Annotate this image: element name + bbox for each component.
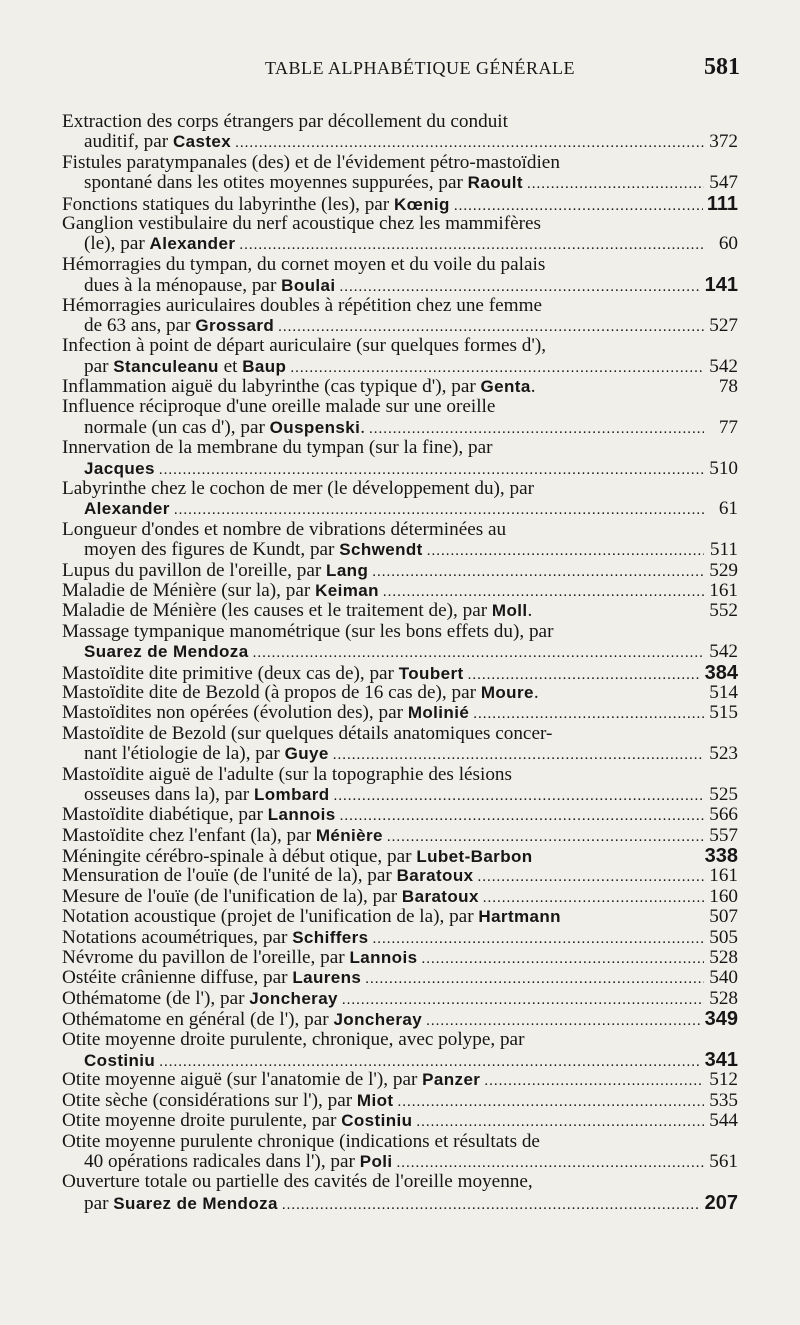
author-name: Lang: [326, 560, 369, 580]
entry-text: Ganglion vestibulaire du nerf acoustique chez les mammifères: [62, 213, 541, 234]
entry-page-number: 523: [709, 744, 738, 765]
entry-page-number: 535: [709, 1090, 738, 1111]
entry-line: [62, 1030, 738, 1050]
entry-line: [62, 214, 738, 234]
entry-line: [62, 377, 738, 397]
entry-line: [62, 153, 738, 173]
entry-text: par: [84, 1192, 114, 1214]
index-entry: [62, 663, 738, 683]
index-entry: [62, 438, 738, 479]
entry-text: Fonctions statiques du labyrinthe (les), par: [62, 193, 394, 214]
entry-page-number: 512: [709, 1070, 738, 1091]
author-name: Guye: [284, 744, 329, 764]
entry-line: [62, 336, 738, 356]
dot-leader: [239, 235, 704, 254]
dot-leader: [369, 419, 704, 438]
dot-leader: [159, 1052, 700, 1070]
entry-page-number: 552: [709, 601, 738, 622]
index-entry: [62, 968, 738, 988]
entry-line: [62, 397, 738, 417]
index-entry: [62, 561, 738, 581]
dot-leader: [484, 1071, 704, 1090]
author-name: Hartmann: [478, 907, 561, 927]
author-name: Lubet-Barbon: [416, 847, 533, 867]
entry-line: [62, 928, 738, 948]
running-header: [60, 54, 740, 92]
entry-text: Otite moyenne purulente chronique (indications et résultats de: [62, 1131, 540, 1152]
dot-leader: [342, 990, 704, 1009]
entry-line: [62, 1009, 738, 1029]
running-title: TABLE ALPHABÉTIQUE GÉNÉRALE: [264, 58, 576, 78]
entry-text: Mensuration de l'ouïe (de l'unité de la), par: [62, 866, 397, 887]
entry-page-number: 528: [709, 948, 738, 969]
entry-line: [62, 887, 738, 907]
entry-text: Longueur d'ondes et nombre de vibrations déterminées au: [62, 519, 507, 540]
entry-text: (le), par: [84, 234, 150, 255]
index-entry: [62, 397, 738, 438]
entry-text: .: [527, 601, 533, 622]
author-name: Grossard: [195, 315, 275, 335]
author-name: Moll: [491, 601, 528, 621]
entry-text: de 63 ans, par: [84, 315, 196, 336]
entry-page-number: 372: [709, 132, 738, 153]
index-entries: [62, 112, 738, 1213]
index-entry: [62, 1030, 738, 1071]
index-entry: [62, 765, 738, 806]
dot-leader: [340, 806, 704, 825]
dot-leader: [468, 665, 701, 683]
entry-page-number: 525: [709, 784, 738, 805]
dot-leader: [477, 867, 704, 886]
dot-leader: [397, 1153, 705, 1172]
index-entry: [62, 1070, 738, 1090]
entry-text: moyen des figures de Kundt, par: [84, 540, 340, 561]
entry-continuation-line: [62, 234, 738, 254]
author-name: Costiniu: [341, 1111, 413, 1131]
dot-leader: [372, 562, 704, 581]
dot-leader: [473, 704, 704, 723]
entry-page-number: 529: [709, 560, 738, 581]
entry-text: spontané dans les otites moyennes suppurées, par: [84, 173, 468, 194]
entry-text: Mastoïdites non opérées (évolution des), par: [62, 703, 408, 724]
entry-line: [62, 989, 738, 1009]
dot-leader: [282, 1195, 701, 1213]
entry-text: Mastoïdite aiguë de l'adulte (sur la topographie des lésions: [62, 764, 512, 785]
entry-line: [62, 601, 738, 621]
entry-line: [62, 846, 738, 866]
dot-leader: [527, 174, 704, 193]
index-entry: [62, 214, 738, 255]
entry-line: [62, 622, 738, 642]
index-entry: [62, 622, 738, 663]
entry-text: Mastoïdite chez l'enfant (la), par: [62, 825, 316, 846]
index-entry: [62, 153, 738, 194]
dot-leader: [397, 1092, 704, 1111]
dot-leader: [159, 460, 704, 479]
entry-page-number: 507: [709, 907, 738, 928]
entry-page-number: 505: [709, 927, 738, 948]
entry-continuation-line: [62, 173, 738, 193]
entry-line: [62, 520, 738, 540]
dot-leader: [333, 745, 704, 764]
author-name: Schiffers: [292, 927, 369, 947]
dot-leader: [427, 541, 704, 560]
entry-page-number: 511: [709, 540, 738, 561]
entry-text: dues à la ménopause, par: [84, 275, 282, 296]
entry-text: Othématome en général (de l'), par: [62, 1009, 334, 1030]
entry-text: Otite moyenne aiguë (sur l'anatomie de l'), par: [62, 1070, 423, 1091]
entry-continuation-line: [62, 1050, 738, 1070]
entry-text: Maladie de Ménière (les causes et le traitement de), par: [62, 601, 492, 622]
author-name: Baratoux: [396, 866, 474, 886]
index-entry: [62, 255, 738, 296]
entry-text: Notation acoustique (projet de l'unification de la), par: [62, 907, 479, 928]
entry-line: [62, 581, 738, 601]
author-name: Laurens: [292, 968, 362, 988]
entry-text: Mastoïdite diabétique, par: [62, 805, 268, 826]
entry-page-number: 207: [704, 1192, 738, 1214]
entry-text: nant l'étiologie de la), par: [84, 744, 285, 765]
entry-page-number: 566: [709, 805, 738, 826]
author-name: Castex: [172, 132, 232, 152]
entry-text: et: [218, 356, 243, 377]
author-name: Baratoux: [401, 886, 479, 906]
entry-page-number: 141: [704, 275, 738, 296]
author-name: Suarez de Mendoza: [113, 1193, 278, 1213]
entry-line: [62, 948, 738, 968]
entry-text: .: [360, 417, 365, 438]
index-entry: [62, 683, 738, 703]
author-name: Moure: [480, 682, 534, 702]
entry-text: Hémorragies du tympan, du cornet moyen et du voile du palais: [62, 254, 546, 275]
dot-leader: [373, 929, 704, 948]
entry-text: Ostéite crânienne diffuse, par: [62, 968, 293, 989]
entry-line: [62, 438, 738, 458]
entry-continuation-line: [62, 132, 738, 152]
entry-page-number: 540: [709, 968, 738, 989]
entry-text: Labyrinthe chez le cochon de mer (le développement du), par: [62, 479, 535, 500]
index-entry: [62, 296, 738, 337]
index-entry: [62, 601, 738, 621]
author-name: Joncheray: [249, 988, 338, 1008]
entry-line: [62, 907, 738, 927]
entry-page-number: 384: [704, 662, 738, 683]
index-entry: [62, 846, 738, 866]
author-name: Jacques: [84, 458, 155, 478]
entry-line: [62, 194, 738, 214]
entry-line: [62, 561, 738, 581]
author-name: Kœnig: [394, 194, 450, 214]
entry-page-number: 515: [709, 703, 738, 724]
entry-text: .: [530, 377, 536, 398]
dot-leader: [426, 1011, 701, 1029]
index-entry: [62, 336, 738, 377]
entry-continuation-line: [62, 642, 738, 662]
entry-line: [62, 479, 738, 499]
index-entry: [62, 948, 738, 968]
entry-page-number: 514: [709, 682, 738, 703]
dot-leader: [235, 133, 704, 152]
index-entry: [62, 1132, 738, 1173]
dot-leader: [383, 582, 704, 601]
index-entry: [62, 907, 738, 927]
dot-leader: [416, 1112, 704, 1131]
author-name: Raoult: [467, 173, 523, 193]
entry-text: par: [84, 356, 114, 377]
entry-page-number: 161: [709, 580, 738, 601]
index-entry: [62, 805, 738, 825]
author-name: Keiman: [315, 580, 379, 600]
entry-line: [62, 1132, 738, 1152]
entry-text: 40 opérations radicales dans l'), par: [84, 1151, 360, 1172]
author-name: Lannois: [267, 805, 336, 825]
entry-line: [62, 1091, 738, 1111]
entry-page-number: 341: [704, 1049, 738, 1071]
index-entry: [62, 724, 738, 765]
entry-line: [62, 968, 738, 988]
author-name: Lombard: [253, 784, 330, 804]
entry-page-number: 77: [718, 417, 738, 438]
entry-text: Otite moyenne droite purulente, par: [62, 1111, 342, 1132]
entry-page-number: 544: [709, 1111, 738, 1132]
entry-continuation-line: [62, 785, 738, 805]
entry-continuation-line: [62, 275, 738, 295]
author-name: Baup: [242, 356, 287, 376]
entry-text: Ouverture totale ou partielle des cavités de l'oreille moyenne,: [62, 1172, 533, 1193]
entry-text: Méningite cérébro-spinale à début otique, par: [62, 846, 417, 867]
entry-continuation-line: [62, 1152, 738, 1172]
author-name: Ménière: [315, 825, 383, 845]
entry-text: Mastoïdite de Bezold (sur quelques détails anatomiques concer-: [62, 723, 553, 744]
author-name: Ouspenski: [269, 417, 361, 437]
entry-page-number: 60: [718, 234, 738, 255]
entry-text: Massage tympanique manométrique (sur les bons effets du), par: [62, 621, 554, 642]
entry-text: Infection à point de départ auriculaire (sur quelques formes d'),: [62, 336, 547, 357]
dot-leader: [483, 888, 704, 907]
entry-text: Hémorragies auriculaires doubles à répétition chez une femme: [62, 295, 543, 316]
author-name: Joncheray: [333, 1010, 423, 1030]
entry-page-number: 510: [709, 458, 738, 479]
author-name: Stanculeanu: [113, 356, 219, 376]
entry-page-number: 547: [709, 173, 738, 194]
author-name: Costiniu: [84, 1050, 156, 1070]
dot-leader: [290, 358, 704, 377]
entry-page-number: 111: [706, 193, 738, 214]
author-name: Toubert: [398, 663, 464, 683]
entry-line: [62, 805, 738, 825]
entry-text: Influence réciproque d'une oreille malade sur une oreille: [62, 397, 496, 418]
index-entry: [62, 989, 738, 1009]
entry-text: Otite moyenne droite purulente, chronique, avec polype, par: [62, 1029, 525, 1050]
entry-text: normale (un cas d'), par: [84, 417, 270, 438]
entry-line: [62, 663, 738, 683]
entry-page-number: 349: [704, 1009, 738, 1030]
entry-line: [62, 255, 738, 275]
entry-page-number: 78: [718, 377, 738, 398]
entry-line: [62, 112, 738, 132]
entry-line: [62, 765, 738, 785]
entry-page-number: 160: [709, 886, 738, 907]
entry-continuation-line: [62, 316, 738, 336]
entry-line: [62, 1070, 738, 1090]
index-entry: [62, 826, 738, 846]
entry-continuation-line: [62, 499, 738, 519]
entry-page-number: 527: [709, 315, 738, 336]
entry-line: [62, 683, 738, 703]
entry-page-number: 542: [709, 642, 738, 663]
index-entry: [62, 377, 738, 397]
entry-continuation-line: [62, 1193, 738, 1213]
dot-leader: [387, 827, 704, 846]
entry-page-number: 557: [709, 825, 738, 846]
index-entry: [62, 1172, 738, 1213]
entry-line: [62, 724, 738, 744]
entry-text: Mesure de l'ouïe (de l'unification de la), par: [62, 886, 402, 907]
entry-page-number: 338: [704, 846, 738, 867]
dot-leader: [365, 969, 704, 988]
author-name: Alexander: [149, 234, 236, 254]
entry-line: [62, 1172, 738, 1192]
entry-page-number: 528: [709, 988, 738, 1009]
author-name: Miot: [356, 1090, 394, 1110]
entry-continuation-line: [62, 418, 738, 438]
index-entry: [62, 866, 738, 886]
dot-leader: [334, 786, 704, 805]
index-entry: [62, 928, 738, 948]
dot-leader: [340, 277, 701, 295]
entry-text: Maladie de Ménière (sur la), par: [62, 580, 316, 601]
author-name: Boulai: [281, 276, 336, 296]
entry-line: [62, 826, 738, 846]
entry-text: Notations acoumétriques, par: [62, 927, 293, 948]
entry-text: Inflammation aiguë du labyrinthe (cas typique d'), par: [62, 377, 481, 398]
entry-text: Innervation de la membrane du tympan (sur la fine), par: [62, 438, 493, 459]
index-entry: [62, 520, 738, 561]
entry-text: .: [533, 682, 539, 703]
index-entry: [62, 1111, 738, 1131]
dot-leader: [421, 949, 704, 968]
index-entry: [62, 703, 738, 723]
author-name: Panzer: [422, 1070, 481, 1090]
author-name: Poli: [359, 1151, 393, 1171]
index-entry: [62, 581, 738, 601]
entry-line: [62, 1111, 738, 1131]
entry-page-number: 61: [718, 499, 738, 520]
index-entry: [62, 1009, 738, 1029]
author-name: Lannois: [349, 948, 418, 968]
entry-line: [62, 703, 738, 723]
author-name: Molinié: [407, 703, 470, 723]
author-name: Schwendt: [339, 540, 423, 560]
entry-text: Mastoïdite dite primitive (deux cas de), par: [62, 662, 399, 683]
index-entry: [62, 479, 738, 520]
entry-text: auditif, par: [84, 132, 173, 153]
entry-text: Mastoïdite dite de Bezold (à propos de 16 cas de), par: [62, 682, 481, 703]
author-name: Suarez de Mendoza: [84, 642, 249, 662]
entry-text: Extraction des corps étrangers par décollement du conduit: [62, 112, 508, 132]
index-entry: [62, 1091, 738, 1111]
dot-leader: [174, 500, 704, 519]
index-entry: [62, 194, 738, 214]
entry-text: Otite sèche (considérations sur l'), par: [62, 1090, 357, 1111]
index-entry: [62, 112, 738, 153]
entry-continuation-line: [62, 357, 738, 377]
entry-page-number: 161: [709, 866, 738, 887]
entry-continuation-line: [62, 540, 738, 560]
index-entry: [62, 887, 738, 907]
page-number: 581: [704, 54, 740, 80]
entry-text: osseuses dans la), par: [84, 784, 254, 805]
author-name: Alexander: [84, 499, 170, 519]
entry-line: [62, 296, 738, 316]
entry-line: [62, 866, 738, 886]
entry-text: Lupus du pavillon de l'oreille, par: [62, 560, 327, 581]
entry-text: Othématome (de l'), par: [62, 988, 250, 1009]
entry-continuation-line: [62, 744, 738, 764]
entry-text: Névrome du pavillon de l'oreille, par: [62, 948, 350, 969]
entry-page-number: 542: [709, 356, 738, 377]
dot-leader: [278, 317, 704, 336]
entry-text: Fistules paratympanales (des) et de l'évidement pétro-mastoïdien: [62, 152, 560, 173]
dot-leader: [454, 196, 703, 214]
dot-leader: [253, 643, 704, 662]
entry-page-number: 561: [709, 1151, 738, 1172]
entry-continuation-line: [62, 459, 738, 479]
author-name: Genta: [480, 377, 531, 397]
